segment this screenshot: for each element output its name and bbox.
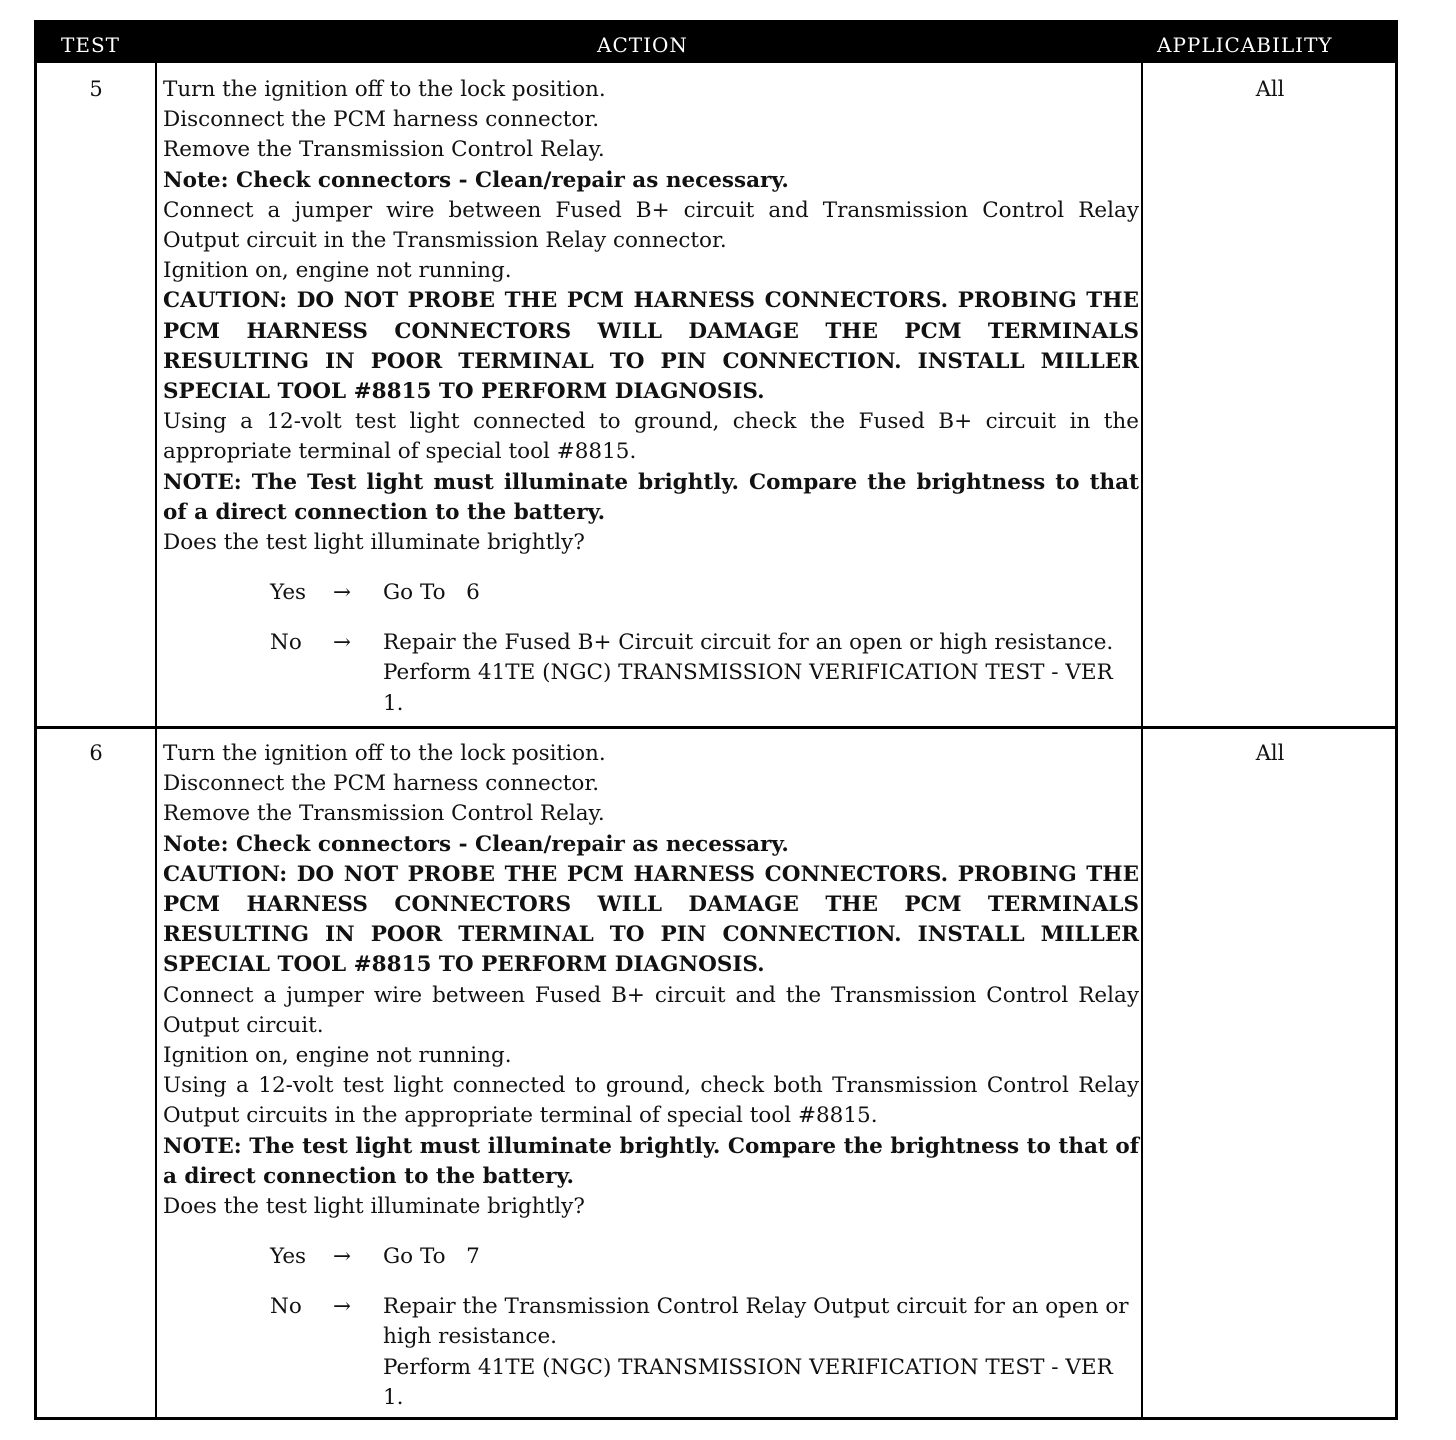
action-line: Turn the ignition off to the lock position. (163, 77, 606, 102)
column-divider-1 (155, 63, 157, 1417)
yes-goto: Go To 7 (383, 1244, 480, 1270)
no-label: No (270, 630, 302, 656)
action-line: Remove the Transmission Control Relay. (163, 801, 605, 827)
test-number-5: 5 (89, 77, 103, 101)
yes-branch (163, 1242, 1139, 1272)
yes-label: Yes (270, 580, 307, 606)
table-header (37, 23, 1395, 63)
note-line: Note: Check connectors - Clean/repair as necessary. (163, 831, 789, 857)
yes-branch (163, 578, 1139, 608)
no-branch (163, 628, 1139, 719)
no-action-repair: Repair the Fused B+ Circuit circuit for an open or high resistance. (383, 630, 1114, 656)
diagnostic-table (34, 20, 1398, 1420)
yes-label: Yes (270, 1244, 307, 1270)
test-5-action (163, 75, 1139, 719)
no-action-verify: Perform 41TE (NGC) TRANSMISSION VERIFICATION TEST - VER 1. (383, 1354, 1113, 1410)
arrow-icon: → (333, 580, 352, 606)
applicability-5: All (1255, 77, 1285, 101)
action-line: Ignition on, engine not running. (163, 1043, 512, 1069)
question-line: Does the test light illuminate brightly? (163, 530, 585, 556)
no-action-verify: Perform 41TE (NGC) TRANSMISSION VERIFICATION TEST - VER 1. (383, 660, 1113, 716)
question-line: Does the test light illuminate brightly? (163, 1194, 585, 1220)
arrow-icon: → (333, 1294, 352, 1320)
applicability-6: All (1255, 741, 1285, 765)
action-line: Ignition on, engine not running. (163, 258, 512, 284)
no-action-repair: Repair the Transmission Control Relay Output circuit for an open or high resistance. (383, 1294, 1129, 1350)
test-6-action (163, 739, 1139, 1413)
action-line: Using a 12-volt test light connected to ground, check both Transmission Control Relay Output circuits in the appropriate terminal of special tool #8815. (163, 1073, 1139, 1129)
no-branch (163, 1292, 1139, 1413)
action-line: Connect a jumper wire between Fused B+ circuit and the Transmission Control Relay Output circuit. (163, 982, 1139, 1038)
action-line: Remove the Transmission Control Relay. (163, 137, 605, 163)
header-action: ACTION (597, 33, 688, 57)
column-divider-2 (1141, 63, 1143, 1417)
arrow-icon: → (333, 630, 352, 656)
note-line: Note: Check connectors - Clean/repair as necessary. (163, 167, 789, 193)
caution-line: CAUTION: DO NOT PROBE THE PCM HARNESS CONNECTORS. PROBING THE PCM HARNESS CONNECTORS WILL DAMAGE THE PCM TERMINALS RESULTING IN POOR TERMINAL TO PIN CONNECTION. INSTALL MILLER SPECIAL TOOL #8815 TO PERFORM DIAGNOSIS. (163, 288, 1139, 405)
arrow-icon: → (333, 1244, 352, 1270)
no-label: No (270, 1294, 302, 1320)
test-number-6: 6 (89, 741, 103, 765)
action-line: Disconnect the PCM harness connector. (163, 107, 600, 133)
action-line: Using a 12-volt test light connected to ground, check the Fused B+ circuit in the appropriate terminal of special tool #8815. (163, 409, 1139, 465)
action-line: Turn the ignition off to the lock position. (163, 741, 606, 766)
header-applicability: APPLICABILITY (1157, 33, 1333, 57)
header-test: TEST (61, 33, 120, 57)
action-line: Connect a jumper wire between Fused B+ circuit and Transmission Control Relay Output circuit in the Transmission Relay connector. (163, 197, 1139, 254)
row-divider (37, 726, 1395, 729)
caution-line: CAUTION: DO NOT PROBE THE PCM HARNESS CONNECTORS. PROBING THE PCM HARNESS CONNECTORS WILL DAMAGE THE PCM TERMINALS RESULTING IN POOR TERMINAL TO PIN CONNECTION. INSTALL MILLER SPECIAL TOOL #8815 TO PERFORM DIAGNOSIS. (163, 861, 1139, 978)
action-line: Disconnect the PCM harness connector. (163, 771, 600, 797)
note-line: NOTE: The Test light must illuminate brightly. Compare the brightness to that of a direct connection to the battery. (163, 469, 1139, 525)
yes-goto: Go To 6 (383, 580, 480, 606)
note-line: NOTE: The test light must illuminate brightly. Compare the brightness to that of a direct connection to the battery. (163, 1133, 1139, 1189)
